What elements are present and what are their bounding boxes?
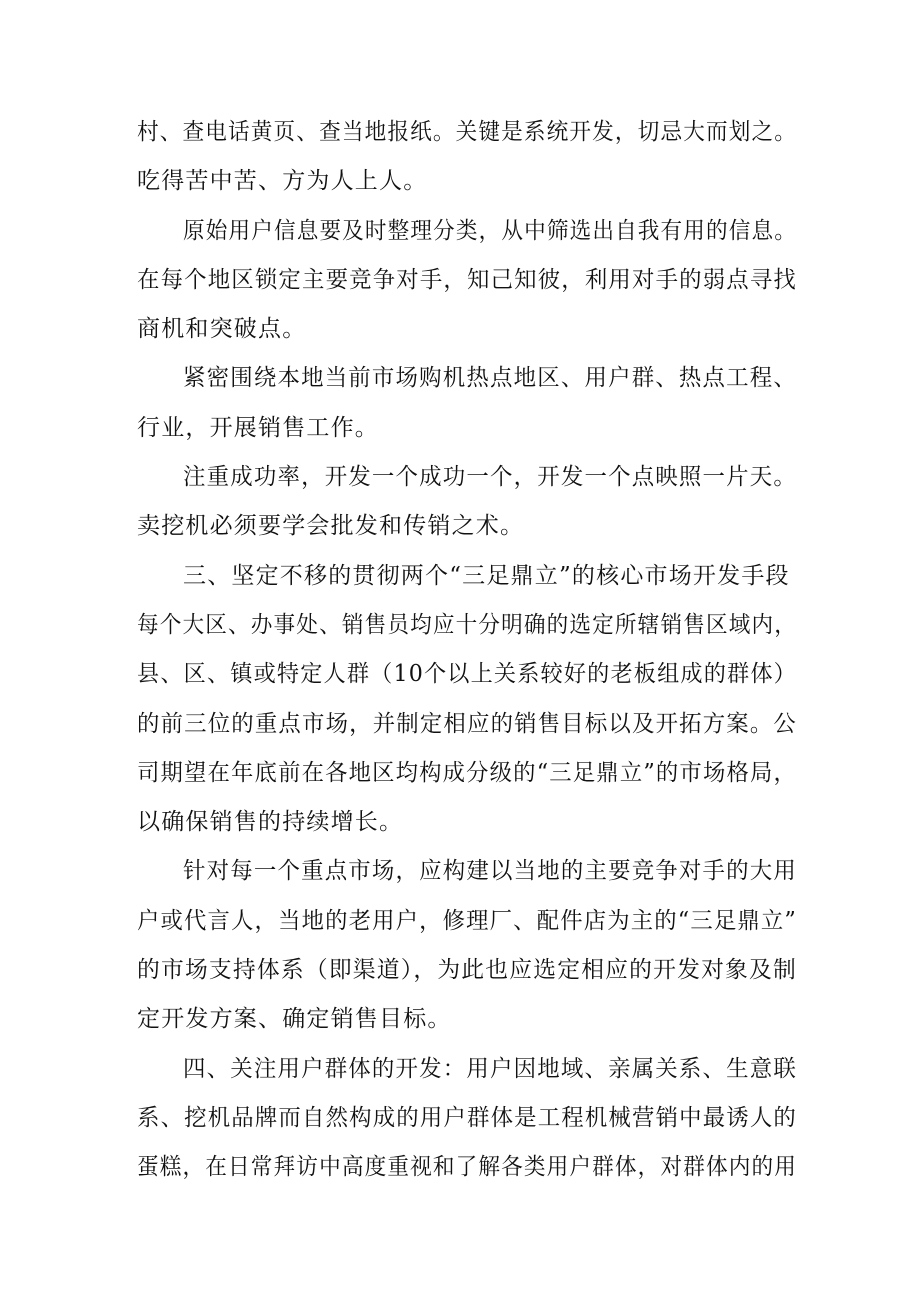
text-line: 的前三位的重点市场，并制定相应的销售目标以及开拓方案。公 <box>137 710 797 737</box>
text-line: 的市场支持体系（即渠道），为此也应选定相应的开发对象及制 <box>137 957 797 984</box>
text-line: 蛋糕，在日常拜访中高度重视和了解各类用户群体，对群体内的用 <box>137 1154 797 1181</box>
text-line: 四、关注用户群体的开发：用户因地域、亲属关系、生意联 <box>183 1055 797 1082</box>
text-line: 原始用户信息要及时整理分类，从中筛选出自我有用的信息。 <box>183 217 797 244</box>
text-line: 紧密围绕本地当前市场购机热点地区、用户群、热点工程、 <box>183 365 797 392</box>
text-line: 司期望在年底前在各地区均构成分级的“三足鼎立”的市场格局， <box>137 759 797 786</box>
text-line: 户或代言人，当地的老用户，修理厂、配件店为主的“三足鼎立” <box>137 907 797 934</box>
body-text <box>137 108 797 1193</box>
text-line: 商机和突破点。 <box>137 316 307 343</box>
text-line: 县、区、镇或特定人群（10个以上关系较好的老板组成的群体） <box>137 661 797 688</box>
text-line: 行业，开展销售工作。 <box>137 414 379 441</box>
text-line: 村、查电话黄页、查当地报纸。关键是系统开发，切忌大而划之。 <box>137 119 797 145</box>
text-line: 注重成功率，开发一个成功一个，开发一个点映照一片天。 <box>183 464 797 491</box>
text-line: 以确保销售的持续增长。 <box>137 809 404 836</box>
text-line: 针对每一个重点市场，应构建以当地的主要竞争对手的大用 <box>183 858 797 885</box>
text-line: 三、坚定不移的贯彻两个“三足鼎立”的核心市场开发手段 <box>183 562 790 589</box>
text-line: 定开发方案、确定销售目标。 <box>137 1006 452 1033</box>
text-line: 吃得苦中苦、方为人上人。 <box>137 168 428 195</box>
text-line: 每个大区、办事处、销售员均应十分明确的选定所辖销售区域内， <box>137 611 797 638</box>
text-line: 在每个地区锁定主要竞争对手，知己知彼，利用对手的弱点寻找 <box>137 266 797 293</box>
text-line: 卖挖机必须要学会批发和传销之术。 <box>137 513 525 540</box>
text-line: 系、挖机品牌而自然构成的用户群体是工程机械营销中最诱人的 <box>137 1104 797 1131</box>
